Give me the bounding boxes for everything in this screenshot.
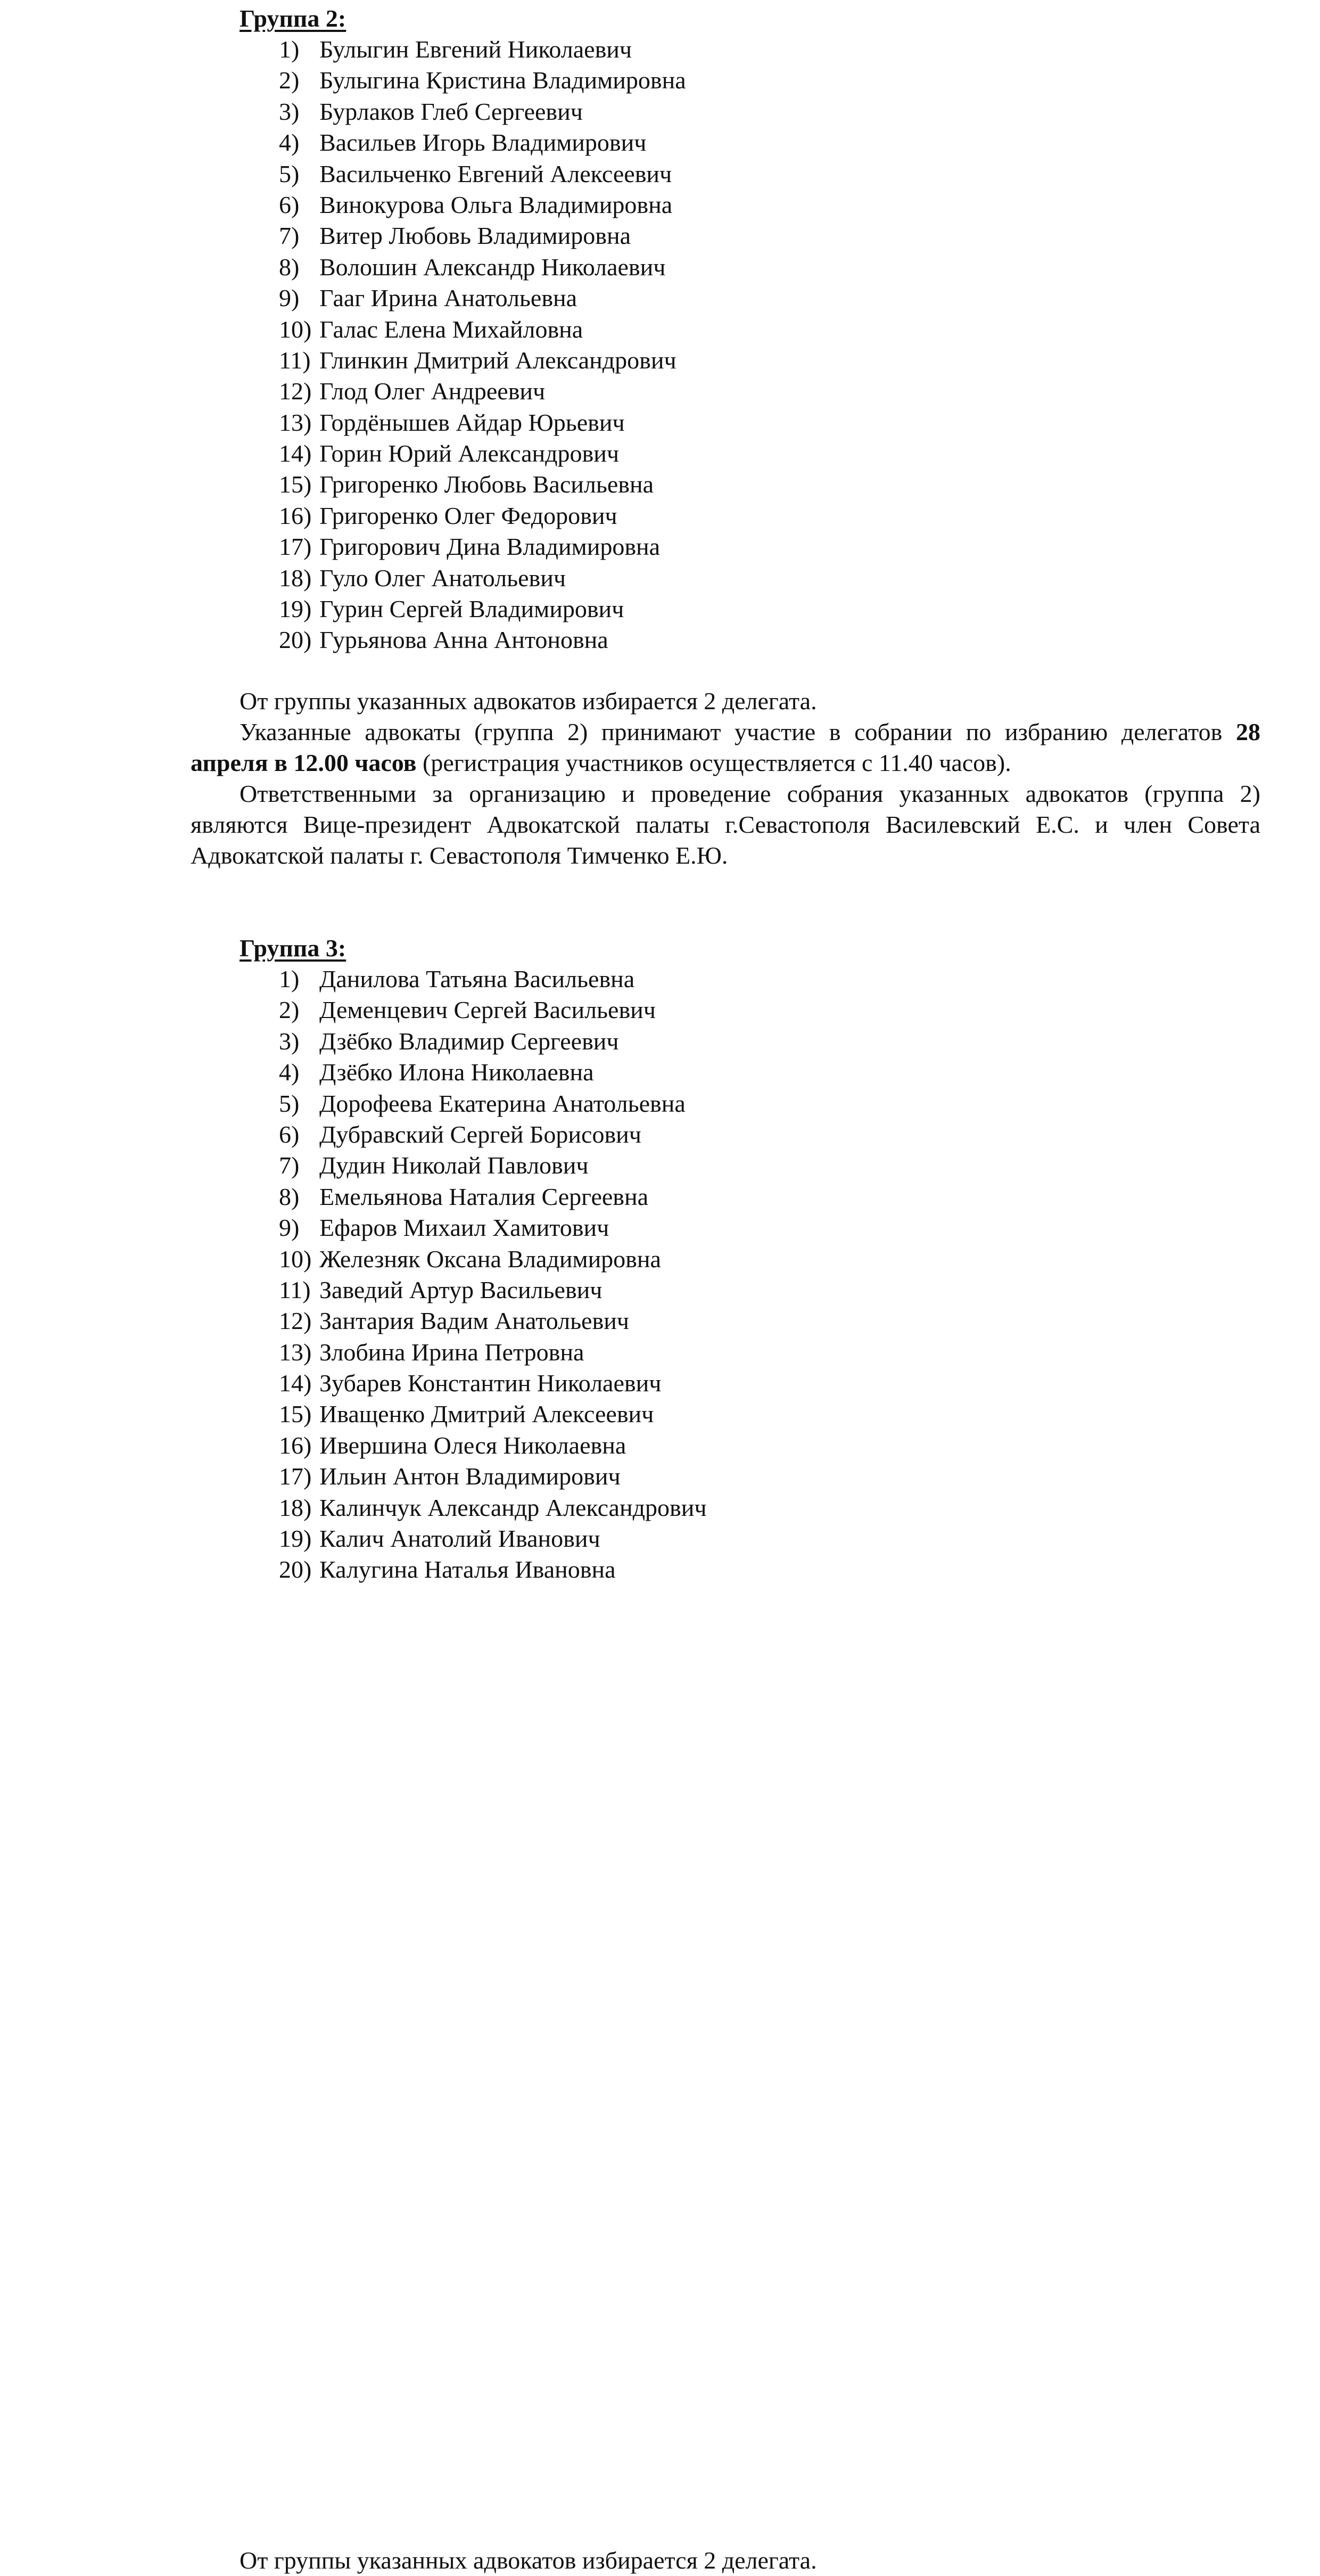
list-item-name: Заведий Артур Васильевич [319, 1276, 603, 1303]
list-item-name: Ивершина Олеся Николаевна [319, 1431, 626, 1459]
list-item-name: Григорович Дина Владимировна [319, 533, 661, 561]
list-item [0, 220, 1320, 251]
list-item-number: 7) [279, 1152, 300, 1179]
list-item-name: Железняк Оксана Владимировна [319, 1245, 661, 1273]
list-item-name: Гааг Ирина Анатольевна [319, 284, 578, 312]
list-item-name: Дубравский Сергей Борисович [319, 1120, 641, 1148]
list-item [0, 1461, 1320, 1492]
list-item-name: Волошин Александр Николаевич [319, 253, 666, 281]
list-item-number: 16) [279, 1431, 312, 1459]
list-item-name: Горин Юрий Александрович [319, 440, 619, 467]
list-item-number: 3) [279, 1027, 300, 1055]
list-item-number: 13) [279, 1338, 312, 1366]
list-item-number: 2) [279, 67, 300, 94]
meeting-text-end: (регистрация участников осуществляется с 11.40 часов). [416, 749, 1011, 776]
list-item-name: Зубарев Константин Николаевич [319, 1369, 662, 1397]
list-item [0, 1492, 1320, 1523]
list-item-number: 10) [279, 1245, 312, 1273]
meeting-date-time: 28 апреля в 12.00 часов [191, 718, 1260, 776]
list-item-name: Емельянова Наталия Сергеевна [319, 1183, 649, 1210]
group-2-member-list [0, 34, 1320, 656]
list-item [0, 1119, 1320, 1150]
list-item-number: 11) [279, 346, 311, 374]
list-item-number: 5) [279, 1089, 300, 1117]
list-item-number: 15) [279, 1400, 312, 1428]
list-item-number: 14) [279, 440, 312, 467]
list-item-name: Григоренко Любовь Васильевна [319, 471, 654, 498]
group-3-member-list [0, 964, 1320, 1586]
list-item-name: Булыгина Кристина Владимировна [319, 67, 686, 94]
list-item-name: Васильев Игорь Владимирович [319, 129, 647, 157]
list-item [0, 531, 1320, 562]
list-item-name: Гурин Сергей Владимирович [319, 595, 624, 623]
list-item-number: 18) [279, 1494, 312, 1521]
list-item [0, 1182, 1320, 1212]
list-item [0, 314, 1320, 345]
list-item-number: 18) [279, 564, 312, 592]
list-item [0, 190, 1320, 220]
list-item [0, 1212, 1320, 1243]
list-item [0, 469, 1320, 500]
list-item-number: 17) [279, 533, 312, 561]
list-item-number: 6) [279, 191, 300, 218]
group-2-heading: Группа 2: [240, 5, 346, 32]
list-item-name: Калугина Наталья Ивановна [319, 1556, 616, 1584]
list-item [0, 438, 1320, 469]
list-item-number: 3) [279, 97, 300, 125]
list-item-name: Булыгин Евгений Николаевич [319, 36, 632, 63]
delegates-paragraph: От группы указанных адвокатов избирается 2 делегата. [240, 2547, 817, 2574]
list-item-name: Дудин Николай Павлович [319, 1152, 589, 1179]
list-item [0, 1554, 1320, 1585]
list-item [0, 1150, 1320, 1181]
list-item-name: Иващенко Дмитрий Алексеевич [319, 1400, 654, 1428]
list-item-name: Гуло Олег Анатольевич [319, 564, 566, 592]
list-item-name: Деменцевич Сергей Васильевич [319, 996, 656, 1024]
list-item [0, 376, 1320, 407]
list-item [0, 1523, 1320, 1554]
list-item [0, 345, 1320, 376]
list-item [0, 283, 1320, 314]
list-item [0, 34, 1320, 65]
list-item [0, 995, 1320, 1026]
list-item-name: Калинчук Александр Александрович [319, 1494, 707, 1521]
group-3-paragraphs [191, 2545, 1260, 2576]
list-item-number: 15) [279, 471, 312, 498]
list-item [0, 1057, 1320, 1088]
list-item-number: 20) [279, 626, 312, 654]
list-item [0, 1306, 1320, 1336]
meeting-paragraph [191, 717, 1260, 778]
list-item-number: 1) [279, 965, 300, 992]
list-item-number: 12) [279, 378, 312, 405]
group-2-paragraphs [191, 686, 1260, 871]
list-item [0, 1275, 1320, 1306]
list-item [0, 159, 1320, 190]
list-item-name: Ефаров Михаил Хамитович [319, 1214, 609, 1242]
list-item-number: 13) [279, 408, 312, 436]
list-item [0, 964, 1320, 995]
list-item-name: Данилова Татьяна Васильевна [319, 965, 635, 992]
list-item-name: Глод Олег Андреевич [319, 378, 546, 405]
list-item-name: Дзёбко Илона Николаевна [319, 1059, 594, 1086]
list-item-number: 11) [279, 1276, 311, 1303]
list-item-name: Зантария Вадим Анатольевич [319, 1307, 629, 1335]
list-item-number: 1) [279, 36, 300, 63]
list-item-number: 20) [279, 1556, 312, 1584]
list-item [0, 127, 1320, 158]
list-item-number: 7) [279, 222, 300, 250]
list-item-name: Гурьянова Анна Антоновна [319, 626, 608, 654]
list-item [0, 407, 1320, 438]
list-item-name: Глинкин Дмитрий Александрович [319, 346, 676, 374]
list-item [0, 252, 1320, 283]
list-item-number: 5) [279, 160, 300, 187]
list-item-name: Бурлаков Глеб Сергеевич [319, 97, 583, 125]
list-item-name: Витер Любовь Владимировна [319, 222, 631, 250]
list-item-name: Дзёбко Владимир Сергеевич [319, 1027, 619, 1055]
list-item-number: 4) [279, 129, 300, 157]
list-item [0, 1026, 1320, 1057]
list-item [0, 65, 1320, 96]
list-item-name: Васильченко Евгений Алексеевич [319, 160, 672, 187]
responsible-paragraph: Ответственными за организацию и проведение собрания указанных адвокатов (группа 2) являются Вице-президент Адвокатской палаты г.Севастополя Василевский Е.С. и член Совета Адвокатской палаты г. Севастополя Тимченко Е.Ю. [191, 780, 1260, 869]
list-item-name: Злобина Ирина Петровна [319, 1338, 584, 1366]
list-item [0, 625, 1320, 655]
list-item-number: 4) [279, 1059, 300, 1086]
list-item-number: 2) [279, 996, 300, 1024]
group-3-heading: Группа 3: [240, 934, 346, 962]
list-item [0, 1399, 1320, 1430]
list-item-number: 12) [279, 1307, 312, 1335]
list-item-number: 8) [279, 1183, 300, 1210]
list-item-number: 9) [279, 284, 300, 312]
list-item-name: Калич Анатолий Иванович [319, 1525, 600, 1553]
list-item-name: Григоренко Олег Федорович [319, 502, 617, 529]
list-item [0, 1430, 1320, 1461]
list-item [0, 1337, 1320, 1368]
list-item-number: 17) [279, 1463, 312, 1490]
list-item-number: 10) [279, 315, 312, 343]
list-item-number: 19) [279, 595, 312, 623]
list-item [0, 96, 1320, 127]
list-item-number: 8) [279, 253, 300, 281]
list-item [0, 1244, 1320, 1275]
list-item-name: Дорофеева Екатерина Анатольевна [319, 1089, 686, 1117]
list-item-number: 19) [279, 1525, 312, 1553]
list-item-number: 6) [279, 1120, 300, 1148]
delegates-paragraph: От группы указанных адвокатов избирается 2 делегата. [240, 687, 817, 715]
list-item-name: Галас Елена Михайловна [319, 315, 583, 343]
meeting-text-start: Указанные адвокаты (группа 2) принимают участие в собрании по избранию делегатов [240, 718, 1236, 745]
list-item [0, 1088, 1320, 1119]
list-item-name: Ильин Антон Владимирович [319, 1463, 621, 1490]
list-item-number: 14) [279, 1369, 312, 1397]
list-item [0, 563, 1320, 594]
list-item [0, 501, 1320, 531]
list-item-number: 9) [279, 1214, 300, 1242]
list-item [0, 1368, 1320, 1399]
list-item-name: Винокурова Ольга Владимировна [319, 191, 673, 218]
list-item [0, 594, 1320, 625]
list-item-name: Гордёнышев Айдар Юрьевич [319, 408, 625, 436]
list-item-number: 16) [279, 502, 312, 529]
